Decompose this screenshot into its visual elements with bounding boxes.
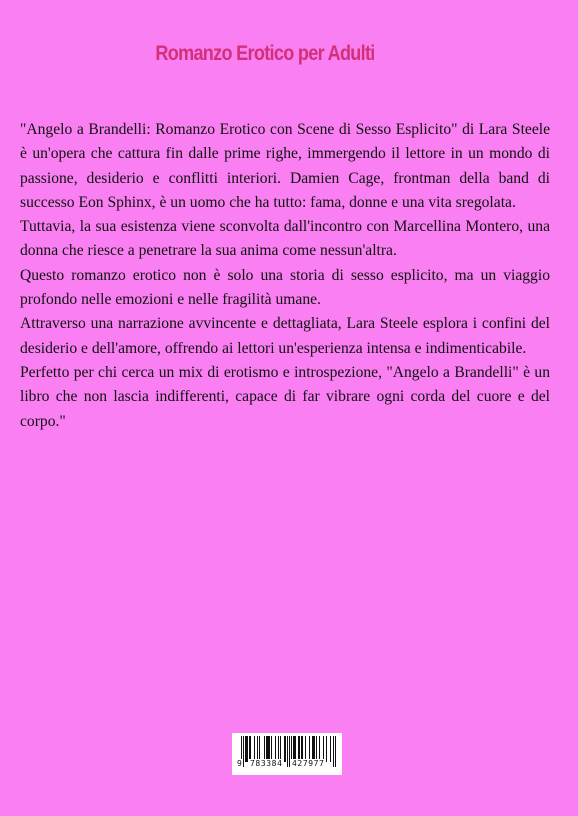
blurb-paragraph: Questo romanzo erotico non è solo una storia di sesso esplicito, ma un viaggio profondo nelle emozioni e nelle fragilità umane. [20, 266, 550, 309]
back-cover-blurb [20, 118, 550, 434]
barcode-left-group: 783384 [250, 759, 283, 768]
barcode-digits [232, 759, 342, 773]
blurb-paragraph: Attraverso una narrazione avvincente e dettagliata, Lara Steele esplora i confini del desiderio e dell'amore, offrendo ai lettori un'esperienza intensa e indimenticabile. [20, 315, 550, 357]
isbn-barcode [232, 733, 342, 775]
blurb-paragraph: "Angelo a Brandelli: Romanzo Erotico con Scene di Sesso Esplicito" di Lara Steele è un'opera che cattura fin dalle prime righe, immergendo il lettore in un mondo di passione, desiderio e conflitti interiori. Damien Cage, frontman della band di successo Eon Sphinx, è un uomo che ha tutto: fama, donne e una vita sregolata. [20, 121, 550, 211]
blurb-paragraph: Tuttavia, la sua esistenza viene sconvolta dall'incontro con Marcellina Montero, una donna che riesce a penetrare la sua anima come nessun'altra. [20, 218, 550, 260]
barcode-first-digit: 9 [237, 759, 242, 768]
blurb-paragraph: Perfetto per chi cerca un mix di erotismo e introspezione, "Angelo a Brandelli" è un libro che non lascia indifferenti, capace di far vibrare ogni corda del cuore e del corpo." [20, 363, 550, 430]
cover-title: Romanzo Erotico per Adulti [155, 42, 375, 65]
barcode-right-group: 427977 [292, 759, 325, 768]
